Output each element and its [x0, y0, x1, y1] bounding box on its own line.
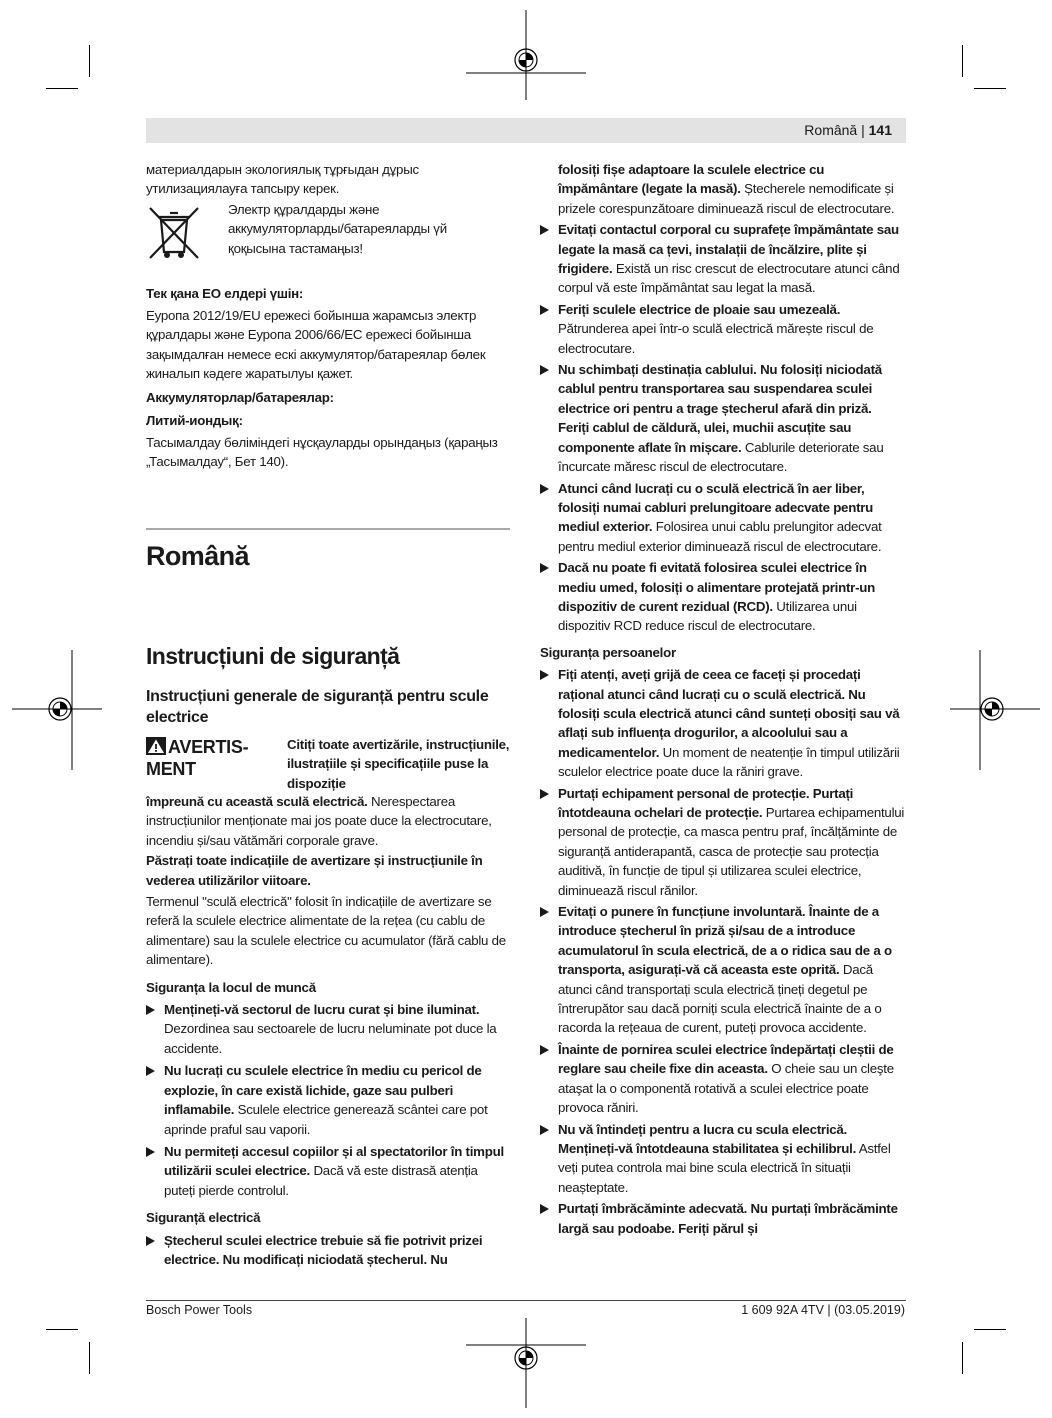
lithium-text: Тасымалдау бөліміндегі нұсқауларды орындаңыз (қараңыз „Тасымалдау“, Бет 140). [146, 435, 498, 470]
footer-brand: Bosch Power Tools [146, 1303, 253, 1317]
crop-mark [46, 88, 78, 89]
workplace-list [146, 1000, 510, 1200]
language-title: Română [146, 541, 249, 571]
lithium-heading: Литий-иондық: [146, 413, 243, 428]
list-item-text: Un moment de neatenție în timpul utilizării sculelor electrice poate duce la răniri grave. [558, 744, 900, 780]
electrical-list [540, 220, 905, 636]
warning-triangle-icon [146, 737, 166, 755]
list-item [146, 1231, 510, 1270]
header-separator: | [861, 122, 865, 138]
list-item-bold: Feriți sculele electrice de ploaie sau umezeală. [558, 301, 841, 317]
list-item-text: Pătrunderea apei într-o sculă electrică mărește riscul de electrocutare. [558, 321, 874, 356]
list-item [146, 1142, 510, 1200]
list-item-bold: Dacă nu poate fi evitată folosirea sculei electrice în mediu umed, folosiți o alimentare protejată printr-un dispozitiv de curent rezidual (RCD). [558, 560, 875, 614]
list-item-bold: Evitați o punere în funcțiune involuntară. Înainte de a introduce ștecherul în priză și/sau de a introduce acumulatorul în scula electrică, de a o ridica sau de a o transporta, asigurați-vă că aceasta este oprită. [558, 904, 892, 978]
bullet-arrow-icon [540, 1045, 549, 1055]
bullet-arrow-icon [146, 1147, 155, 1157]
continuation-text: Ștecherele nemodificate și prizele corespunzătoare diminuează riscul de electrocutare. [558, 181, 895, 216]
list-item [540, 902, 905, 1038]
list-item [540, 665, 905, 781]
personal-list [540, 665, 905, 1238]
eu-text: Еуропа 2012/19/EU ережесі бойынша жарамсыз электр құралдары және Еуропа 2006/66/EC ережесі бойынша зақымдалған немесе ескі аккумулятор/батареялар бөлек жиналып кәдеге жаратылуы қажет. [146, 308, 486, 382]
list-item-bold: Ștecherul sculei electrice trebuie să fie potrivit prizei electrice. Nu modificați niciodată ștecherul. Nu [164, 1232, 483, 1267]
safety-title: Instrucțiuni de siguranță [146, 643, 400, 669]
list-item [146, 1061, 510, 1139]
list-item-text: Astfel veți putea controla mai bine scula electrică în situații neașteptate. [558, 1140, 891, 1195]
list-item-text: Sculele electrice generează scântei care pot aprinde praful sau vaporii. [164, 1102, 488, 1137]
list-item-bold: Mențineți-vă sectorul de lucru curat și bine iluminat. [164, 1002, 480, 1018]
page-number: 141 [868, 122, 892, 138]
list-item [540, 784, 905, 900]
bullet-arrow-icon [146, 1005, 155, 1015]
list-item-text: Utilizarea unui dispozitiv RCD reduce riscul de electrocutare. [558, 598, 857, 634]
keep-instructions: Păstrați toate indicațiile de avertizare și instrucțiunile în vederea utilizărilor viitoare. [146, 853, 483, 888]
list-item-text: Purtarea echipamentului personal de protecție, ca masca pentru praf, încălțăminte de siguranță antiderapantă, casca de protecție sau protecția auditivă, în funcție de tipul și utilizarea sculei electrice, diminuează riscul rănilor. [558, 805, 905, 898]
header-section: Română [804, 122, 858, 138]
bullet-arrow-icon [540, 789, 549, 799]
list-item-bold: Nu vă întindeți pentru a lucra cu scula electrică. Mențineți-vă întotdeauna stabilitatea și echilibrul. [558, 1121, 857, 1156]
crop-mark [89, 45, 90, 77]
warning-continuation-bold: împreună cu această sculă electrică. [146, 794, 368, 809]
bullet-arrow-icon [540, 1125, 549, 1135]
bullet-arrow-icon [540, 907, 549, 917]
crop-mark [46, 1329, 78, 1330]
weee-text: Электр құралдарды және аккумуляторларды/батареяларды үй қоқысына тастамаңыз! [228, 202, 447, 256]
crop-mark [974, 1329, 1006, 1330]
registration-mark-icon [466, 10, 586, 100]
bullet-arrow-icon [540, 1204, 549, 1214]
bullet-arrow-icon [540, 225, 549, 235]
registration-mark-icon [12, 650, 102, 770]
crop-mark [974, 88, 1006, 89]
list-item-text: Dezordinea sau sectoarele de lucru neluminate pot duce la accidente. [164, 1021, 497, 1056]
list-item-bold: Nu permiteți accesul copiilor și al spectatorilor în timpul utilizării sculei electrice. [164, 1143, 504, 1179]
right-column [540, 160, 905, 1238]
bullet-arrow-icon [540, 670, 549, 680]
list-item-text: Dacă vă este distrasă atenția puteți pierde controlul. [164, 1163, 478, 1198]
electrical-heading: Siguranță electrică [146, 1210, 261, 1226]
warning-continuation: Nerespectarea instrucțiunilor menționate mai jos poate duce la electrocutare, incendiu și/sau vătămări corporale grave. [146, 794, 492, 848]
footer-rule [146, 1300, 906, 1301]
left-column [146, 160, 510, 470]
list-item-bold: Purtați echipament personal de protecție. Purtați întotdeauna ochelari de protecție. [558, 785, 854, 820]
workplace-heading: Siguranța la locul de muncă [146, 979, 316, 995]
list-item [146, 1000, 510, 1058]
list-item [540, 300, 905, 358]
list-item [540, 220, 905, 298]
warning-label: AVERTIS-MENT [146, 737, 249, 779]
list-item-text: O cheie sau un cleşte ataşat la o componentă rotativă a sculei electrice poate provoca răniri. [558, 1061, 894, 1116]
crop-mark [962, 45, 963, 77]
crossed-bin-icon [146, 204, 202, 262]
bullet-arrow-icon [146, 1066, 155, 1076]
list-item-bold: Purtați îmbrăcăminte adecvată. Nu purtați îmbrăcăminte largă sau podoabe. Feriți părul și [558, 1201, 898, 1236]
page-header [146, 118, 906, 143]
eu-heading: Тек қана ЕО елдері үшін: [146, 286, 304, 301]
bullet-arrow-icon [540, 484, 549, 494]
list-item [540, 1040, 905, 1118]
list-item-text: Există un risc crescut de electrocutare atunci când corpul vă este împământat sau legat la masă. [558, 261, 900, 296]
list-item-bold: Evitați contactul corporal cu suprafețe împământate sau legate la masă ca țevi, instalații de încălzire, plite și frigidere. [558, 222, 899, 277]
term-definition: Termenul "sculă electrică" folosit în indicațiile de avertizare se referă la sculele electrice alimentate de la rețea (cu cablu de alimentare) sau la sculele electrice cu acumulator (fără cablu de alimentare). [146, 894, 506, 968]
list-item [540, 1199, 905, 1238]
list-item-bold: Nu schimbați destinația cablului. Nu folosiți niciodată cablul pentru transportarea sau suspendarea sculei electrice ori pentru a trage ștecherul afară din priză. Feriți cablul de căldură, ulei, muchii ascuțite sau componente aflate în mișcare. [558, 362, 882, 455]
list-item-text: Cablurile deteriorate sau încurcate măresc riscul de electrocutare. [558, 439, 884, 475]
list-item-bold: Atunci când lucrați cu o sculă electrică în aer liber, folosiți numai cabluri prelungitoare adecvate pentru mediul exterior. [558, 480, 874, 535]
footer-doc-id: 1 609 92A 4TV | (03.05.2019) [741, 1303, 905, 1317]
list-item [540, 360, 905, 476]
crop-mark [89, 1342, 90, 1374]
section-divider [146, 528, 510, 530]
warning-intro: Citiți toate avertizările, instrucțiunile, ilustrațiile și specificațiile puse la dispoziție [287, 737, 510, 791]
list-item-text: Folosirea unui cablu prelungitor adecvat pentru mediul exterior diminuează riscul de electrocutare. [558, 519, 882, 554]
left-column-lower [146, 792, 510, 1269]
list-item-text: Dacă atunci când transportați scula electrică țineți degetul pe întrerupător sau dacă porniți scula electrică înainte de a o racorda la rețeaua de curent, puteți provoca accidente. [558, 962, 882, 1036]
bullet-arrow-icon [146, 1236, 155, 1246]
bullet-arrow-icon [540, 365, 549, 375]
general-safety-title: Instrucțiuni generale de siguranță pentru scule electrice [146, 688, 489, 726]
crop-mark [962, 1342, 963, 1374]
bullet-arrow-icon [540, 563, 549, 573]
list-item [540, 479, 905, 557]
bullet-arrow-icon [540, 305, 549, 315]
list-item [540, 558, 905, 636]
list-item-bold: Nu lucrați cu sculele electrice în mediu cu pericol de explozie, în care există lichide, gaze sau pulberi inflamabile. [164, 1063, 482, 1118]
list-item-bold: Fiți atenți, aveți grijă de ceea ce faceți și procedați rațional atunci când lucrați cu o sculă electrică. Nu folosiți scula electrică atunci când sunteți obosiți sau vă aflați sub influența drogurilor, a alcoolului sau a medicamentelor. [558, 667, 900, 760]
list-item-bold: Înainte de pornirea sculei electrice îndepărtați cleștii de reglare sau cheile fixe din aceasta. [558, 1041, 894, 1077]
battery-heading: Аккумуляторлар/батареялар: [146, 390, 334, 405]
personal-heading: Siguranța persoanelor [540, 644, 676, 660]
registration-mark-icon [950, 650, 1040, 770]
list-item [540, 1120, 905, 1198]
registration-mark-icon [466, 1318, 586, 1408]
intro-continuation: материалдарын экологиялық тұрғыдан дұрыс утилизациялауға тапсыру керек. [146, 162, 419, 197]
continuation-bold: folosiți fișe adaptoare la sculele electrice cu împământare (legate la masă). [558, 162, 825, 197]
